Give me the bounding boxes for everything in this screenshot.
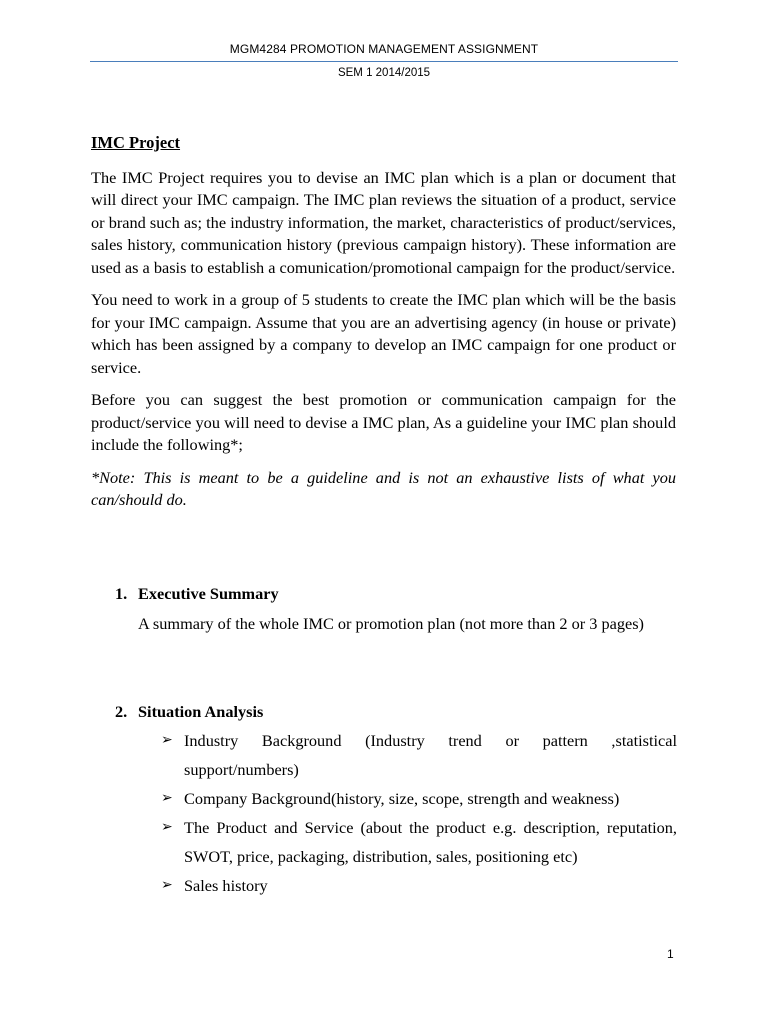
list-item xyxy=(161,784,677,813)
section-body: A summary of the whole IMC or promotion plan (not more than 2 or 3 pages) xyxy=(138,614,644,633)
arrow-bullet-icon: ➢ xyxy=(161,877,173,893)
section-number: 1. xyxy=(115,584,128,603)
header-rule xyxy=(90,61,678,62)
list-item-text: Sales history xyxy=(184,876,268,895)
paragraph-group-work: You need to work in a group of 5 students to create the IMC plan which will be the basis for your IMC campaign. Assume that you are an advertising agency (in house or private) which has been assigned by a company to develop an IMC campaign for one product or service. xyxy=(91,290,676,377)
page-number: 1 xyxy=(667,947,674,961)
section-situation-analysis xyxy=(115,702,677,900)
paragraph-guideline: Before you can suggest the best promotion or communication campaign for the product/service you will need to devise a IMC plan, As a guideline your IMC plan should include the following*; xyxy=(91,390,676,454)
arrow-bullet-icon: ➢ xyxy=(161,732,173,748)
arrow-bullet-icon: ➢ xyxy=(161,819,173,835)
list-item xyxy=(161,871,677,900)
list-item-text: Industry Background (Industry trend or pattern ,statistical support/numbers) xyxy=(184,731,677,779)
list-item xyxy=(161,813,677,871)
main-content xyxy=(91,132,676,512)
header-title: MGM4284 PROMOTION MANAGEMENT ASSIGNMENT xyxy=(229,42,539,56)
section-title-text: Executive Summary xyxy=(138,584,279,603)
section-title-text: Situation Analysis xyxy=(138,702,264,721)
page-heading: IMC Project xyxy=(91,133,181,152)
list-item xyxy=(161,726,677,784)
guideline-note: *Note: This is meant to be a guideline and is not an exhaustive lists of what you can/should do. xyxy=(91,467,676,509)
section-executive-summary xyxy=(115,584,677,639)
section-title xyxy=(115,702,677,722)
arrow-bullet-icon: ➢ xyxy=(161,790,173,806)
paragraph-intro: The IMC Project requires you to devise an IMC plan which is a plan or document that will direct your IMC campaign. The IMC plan reviews the situation of a product, service or brand such as; the industry information, the market, characteristics of product/services, sales history, communication history (previous campaign history). These information are used as a basis to establish a comunication/promotional campaign for the product/service. xyxy=(91,167,676,277)
list-item-text: Company Background(history, size, scope, strength and weakness) xyxy=(184,789,620,808)
header-semester: SEM 1 2014/2015 xyxy=(337,67,431,79)
situation-bullet-list xyxy=(161,726,677,900)
list-item-text: The Product and Service (about the product e.g. description, reputation, SWOT, price, packaging, distribution, sales, positioning etc) xyxy=(184,818,677,866)
section-title xyxy=(115,584,677,604)
section-number: 2. xyxy=(115,702,128,721)
